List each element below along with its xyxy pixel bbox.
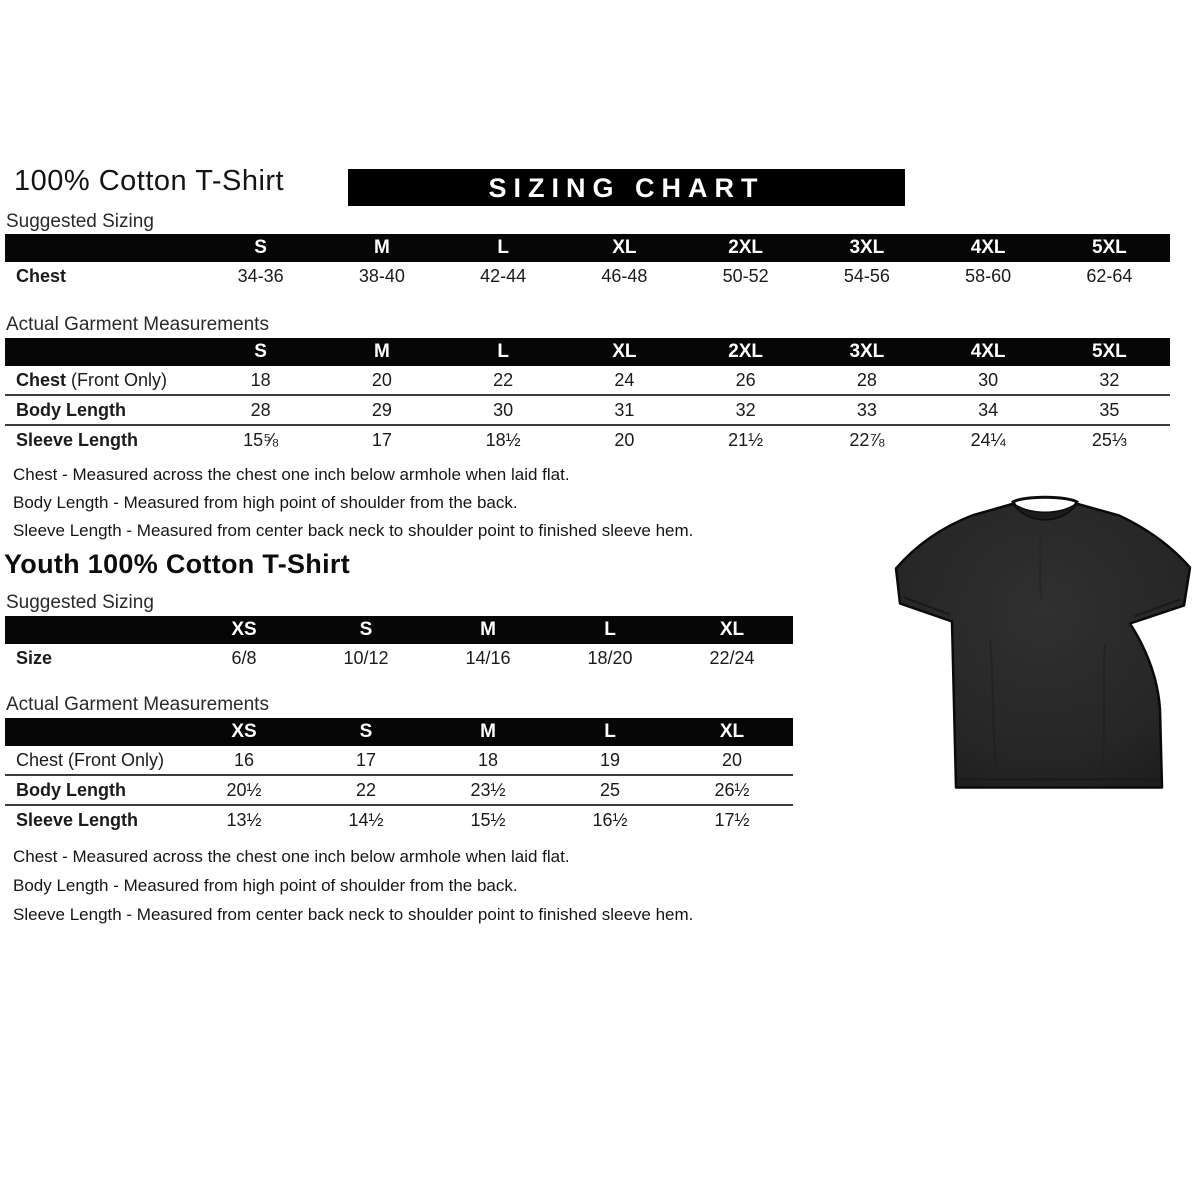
row-label	[5, 775, 183, 805]
measurement-value: 15⅝	[243, 429, 279, 450]
measurement-row	[5, 395, 1170, 425]
size-column-header: 5XL	[1049, 338, 1170, 366]
size-column-header: 4XL	[928, 234, 1049, 262]
measurement-value: 33	[856, 399, 877, 420]
measurement-value: 17½	[714, 809, 750, 830]
measurement-value: 32	[735, 399, 756, 420]
measurement-value: 22	[493, 369, 514, 390]
measurement-value: 16½	[592, 809, 628, 830]
row-label	[5, 746, 183, 775]
measurement-note: Sleeve Length - Measured from center back neck to shoulder point to finished sleeve hem.	[13, 521, 694, 540]
measurement-row	[5, 805, 793, 834]
measurement-value: 20	[721, 749, 743, 770]
youth-suggested-sizing-label: Suggested Sizing	[6, 592, 154, 613]
measurement-value: 14/16	[465, 647, 511, 668]
size-column-header: 4XL	[928, 338, 1049, 366]
measurement-value: 42-44	[480, 265, 527, 286]
size-column-header: M	[427, 718, 549, 746]
measurement-value: 25	[599, 779, 621, 800]
row-label	[5, 262, 200, 290]
row-label-bold: Sleeve Length	[16, 809, 139, 830]
measurement-value: 18½	[485, 429, 521, 450]
measurement-value: 46-48	[601, 265, 648, 286]
row-label-bold: Size	[16, 647, 53, 668]
measurement-note: Sleeve Length - Measured from center back neck to shoulder point to finished sleeve hem.	[13, 905, 694, 924]
measurement-value: 15½	[470, 809, 506, 830]
measurement-value: 26	[735, 369, 756, 390]
row-label	[5, 644, 183, 672]
adult-actual-measurements-table	[5, 338, 1170, 454]
youth-section-title: Youth 100% Cotton T-Shirt	[4, 549, 350, 579]
size-column-header: XS	[183, 718, 305, 746]
row-label-bold: Body Length	[16, 779, 126, 800]
size-column-header: L	[549, 718, 671, 746]
measurement-value: 18	[250, 369, 271, 390]
size-column-header: XL	[564, 234, 685, 262]
size-column-header: 3XL	[806, 234, 927, 262]
measurement-value: 31	[614, 399, 635, 420]
size-table	[5, 338, 1170, 454]
row-label-rest: (Front Only)	[66, 369, 168, 390]
measurement-value: 34	[978, 399, 999, 420]
measurement-value: 28	[856, 369, 877, 390]
size-column-header: 5XL	[1049, 234, 1170, 262]
measurement-row	[5, 775, 793, 805]
measurement-value: 20½	[226, 779, 262, 800]
measurement-value: 6/8	[231, 647, 257, 668]
measurement-value: 22	[355, 779, 377, 800]
size-column-header: XL	[564, 338, 685, 366]
row-label-bold: Sleeve Length	[16, 429, 139, 450]
size-column-header: M	[321, 338, 442, 366]
header-spacer-cell	[5, 718, 183, 746]
size-column-header: 3XL	[806, 338, 927, 366]
measurement-row	[5, 366, 1170, 395]
adult-measurement-notes	[13, 461, 693, 545]
measurement-value: 58-60	[965, 265, 1012, 286]
size-column-header: S	[305, 718, 427, 746]
measurement-value: 35	[1099, 399, 1120, 420]
size-column-header: S	[305, 616, 427, 644]
measurement-value: 34-36	[237, 265, 284, 286]
size-column-header: 2XL	[685, 234, 806, 262]
measurement-row	[5, 746, 793, 775]
measurement-value: 50-52	[722, 265, 769, 286]
measurement-value: 24¼	[970, 429, 1006, 450]
size-table	[5, 234, 1170, 290]
youth-actual-measurements-table	[5, 718, 793, 834]
row-label	[5, 395, 200, 425]
measurement-value: 16	[233, 749, 255, 770]
size-column-header: S	[200, 234, 321, 262]
measurement-value: 25⅓	[1091, 429, 1127, 450]
row-label-rest: Chest (Front Only)	[16, 749, 165, 770]
row-label-bold: Chest	[16, 369, 67, 390]
size-column-header: L	[443, 234, 564, 262]
size-header-row	[5, 718, 793, 746]
measurement-value: 32	[1099, 369, 1120, 390]
measurement-value: 26½	[714, 779, 750, 800]
size-column-header: S	[200, 338, 321, 366]
measurement-note: Body Length - Measured from high point of shoulder from the back.	[13, 876, 518, 895]
row-label	[5, 425, 200, 454]
youth-actual-measurements-label: Actual Garment Measurements	[6, 694, 269, 715]
size-column-header: L	[549, 616, 671, 644]
measurement-value: 19	[599, 749, 621, 770]
sizing-chart-banner: SIZING CHART	[348, 169, 905, 206]
measurement-value: 20	[371, 369, 392, 390]
adult-suggested-sizing-label: Suggested Sizing	[6, 211, 154, 232]
measurement-value: 24	[614, 369, 635, 390]
row-label-bold: Body Length	[16, 399, 126, 420]
measurement-value: 21½	[728, 429, 764, 450]
size-table	[5, 718, 793, 834]
measurement-row	[5, 425, 1170, 454]
black-tshirt-image	[890, 468, 1200, 816]
measurement-value: 28	[250, 399, 271, 420]
measurement-value: 30	[493, 399, 514, 420]
size-table	[5, 616, 793, 672]
measurement-value: 17	[371, 429, 392, 450]
row-label	[5, 805, 183, 834]
size-column-header: M	[427, 616, 549, 644]
header-spacer-cell	[5, 616, 183, 644]
tshirt-graphic	[890, 468, 1200, 816]
size-column-header: M	[321, 234, 442, 262]
row-label	[5, 366, 200, 395]
measurement-row	[5, 644, 793, 672]
youth-measurement-notes	[13, 842, 693, 929]
measurement-row	[5, 262, 1170, 290]
header-spacer-cell	[5, 234, 200, 262]
size-column-header: XL	[671, 616, 793, 644]
measurement-value: 62-64	[1086, 265, 1133, 286]
measurement-value: 20	[614, 429, 635, 450]
header-spacer-cell	[5, 338, 200, 366]
measurement-value: 18/20	[587, 647, 633, 668]
measurement-value: 13½	[226, 809, 262, 830]
adult-actual-measurements-label: Actual Garment Measurements	[6, 314, 269, 335]
size-column-header: 2XL	[685, 338, 806, 366]
size-column-header: XS	[183, 616, 305, 644]
measurement-value: 17	[355, 749, 377, 770]
measurement-value: 14½	[348, 809, 384, 830]
measurement-value: 22/24	[709, 647, 755, 668]
size-column-header: L	[443, 338, 564, 366]
measurement-value: 10/12	[343, 647, 389, 668]
row-label-bold: Chest	[16, 265, 67, 286]
adult-suggested-sizing-table	[5, 234, 1170, 290]
measurement-value: 29	[371, 399, 392, 420]
size-header-row	[5, 234, 1170, 262]
measurement-note: Chest - Measured across the chest one inch below armhole when laid flat.	[13, 465, 570, 484]
measurement-value: 54-56	[843, 265, 890, 286]
size-header-row	[5, 616, 793, 644]
adult-section-title: 100% Cotton T-Shirt	[14, 165, 285, 197]
measurement-value: 23½	[470, 779, 506, 800]
measurement-value: 22⅞	[849, 429, 885, 450]
size-header-row	[5, 338, 1170, 366]
size-column-header: XL	[671, 718, 793, 746]
measurement-note: Body Length - Measured from high point of shoulder from the back.	[13, 493, 518, 512]
measurement-note: Chest - Measured across the chest one inch below armhole when laid flat.	[13, 847, 570, 866]
youth-suggested-sizing-table	[5, 616, 793, 672]
measurement-value: 18	[477, 749, 499, 770]
measurement-value: 38-40	[358, 265, 405, 286]
measurement-value: 30	[978, 369, 999, 390]
